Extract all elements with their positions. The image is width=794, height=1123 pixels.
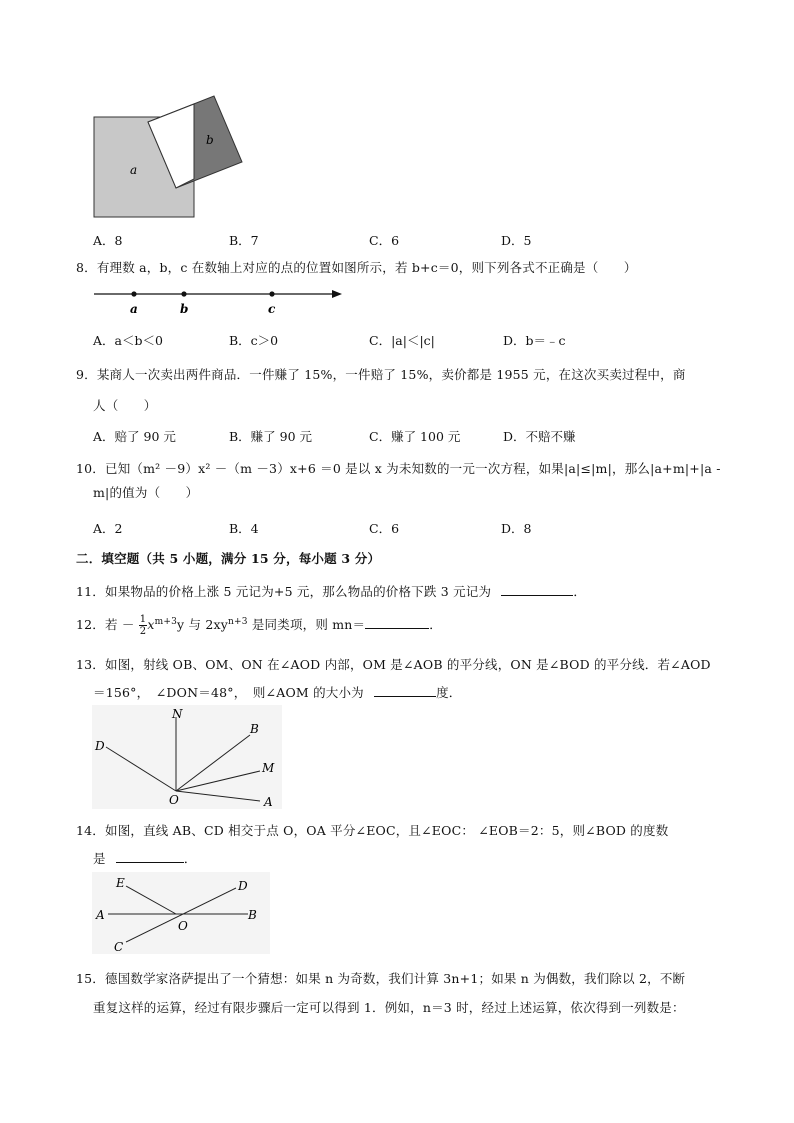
q11-text: 11．如果物品的价格上涨 5 元记为+5 元，那么物品的价格下跌 3 元记为 (76, 584, 492, 599)
q13-answer-blank[interactable] (374, 683, 436, 697)
q10-line2: m|的值为（ ） (93, 485, 199, 500)
q13-unit: 度． (436, 685, 462, 700)
q14-line2-text: 是 (93, 851, 106, 866)
q9-line1: 9．某商人一次卖出两件商品．一件赚了 15%，一件赔了 15%，卖价都是 1955 元，在这次买卖过程中，商 (76, 367, 686, 382)
q7-option-a: A．8 (93, 233, 123, 248)
ray-n-label: N (172, 707, 183, 721)
q9-option-b: B．赚了 90 元 (229, 429, 313, 444)
q12-answer-blank[interactable] (365, 615, 429, 629)
square-a-label: a (130, 163, 138, 177)
q9-option-d: D．不赔不赚 (503, 429, 576, 444)
q11-line (76, 582, 586, 600)
q12-frac-num: 1 (139, 614, 147, 625)
q15-line2: 重复这样的运算，经过有限步骤后一定可以得到 1．例如，n＝3 时，经过上述运算，依次得到一列数是： (93, 1000, 685, 1015)
q8-option-b: B．c＞0 (229, 333, 279, 348)
q8-text: 8．有理数 a，b，c 在数轴上对应的点的位置如图所示，若 b+c＝0，则下列各式不正确是（ ） (76, 260, 637, 275)
q12-suffix: 是同类项，则 mn＝ (251, 617, 366, 632)
q12-minus: － (121, 617, 135, 632)
square-b-label: b (206, 133, 214, 147)
q15-line1: 15．德国数学家洛萨提出了一个猜想：如果 n 为奇数，我们计算 3n+1；如果 n 为偶数，我们除以 2，不断 (76, 971, 686, 986)
number-line-figure (92, 284, 344, 318)
q9-option-a: A．赔了 90 元 (93, 429, 176, 444)
point-a-label-14: A (96, 908, 105, 922)
ray-b-label: B (250, 722, 259, 736)
point-b-label-14: B (248, 908, 257, 922)
q12-term1b: y 与 2xy (177, 617, 228, 632)
q10-option-d: D．8 (501, 521, 532, 536)
q12-end: ． (429, 617, 442, 632)
point-o-label-14: O (178, 919, 188, 933)
q14-line1: 14．如图，直线 AB、CD 相交于点 O，OA 平分∠EOC，且∠EOC： ∠EOB＝2：5，则∠BOD 的度数 (76, 823, 669, 838)
angle-figure-14 (92, 872, 270, 954)
q12-exp1: m+3 (154, 616, 178, 627)
q10-option-a: A．2 (93, 521, 123, 536)
q12-term1: x (147, 617, 155, 632)
q10-line1: 10．已知（m² －9）x² －（m －3）x+6 ＝0 是以 x 为未知数的一元一次方程，如果|a|≤|m|，那么|a+m|+|a - (76, 461, 721, 476)
q7-option-c: C．6 (369, 233, 400, 248)
q9-line2: 人（ ） (93, 398, 157, 413)
q9-option-c: C．赚了 100 元 (369, 429, 461, 444)
q13-line2 (93, 683, 461, 701)
point-c-label: C (114, 940, 124, 954)
squares-figure (90, 92, 250, 222)
q14-answer-blank[interactable] (116, 849, 184, 863)
q12-frac-den: 2 (139, 626, 147, 637)
q7-option-d: D．5 (501, 233, 532, 248)
point-o-label: O (169, 793, 179, 807)
q12-prefix: 12．若 (76, 617, 118, 632)
q7-option-b: B．7 (229, 233, 259, 248)
q12-line (76, 614, 442, 637)
ray-a-label: A (264, 795, 273, 809)
point-a-label: a (130, 302, 138, 316)
ray-m-label: M (262, 761, 275, 775)
q10-option-c: C．6 (369, 521, 400, 536)
ray-d-label: D (95, 739, 105, 753)
section2-title: 二．填空题（共 5 小题，满分 15 分，每小题 3 分） (76, 551, 381, 566)
q12-exp2: n+3 (228, 616, 248, 627)
q13-line1: 13．如图，射线 OB、OM、ON 在∠AOD 内部，OM 是∠AOB 的平分线，ON 是∠BOD 的平分线．若∠AOD (76, 657, 711, 672)
q14-end: ． (183, 851, 197, 866)
point-d-label: D (238, 879, 248, 893)
q11-answer-blank[interactable] (501, 582, 573, 596)
q13-line2-text: ＝156°， ∠DON＝48°， 则∠AOM 的大小为 (93, 685, 364, 700)
q14-line2 (93, 849, 197, 867)
angle-figure-13 (92, 705, 282, 809)
point-b-label: b (180, 302, 189, 316)
q8-option-c: C．|a|＜|c| (369, 333, 435, 348)
point-c-label: c (268, 302, 276, 316)
q10-option-b: B．4 (229, 521, 259, 536)
q11-end: ． (573, 584, 587, 599)
point-e-label: E (116, 876, 125, 890)
q8-option-d: D．b＝﹣c (503, 333, 566, 348)
q8-option-a: A．a＜b＜0 (93, 333, 163, 348)
